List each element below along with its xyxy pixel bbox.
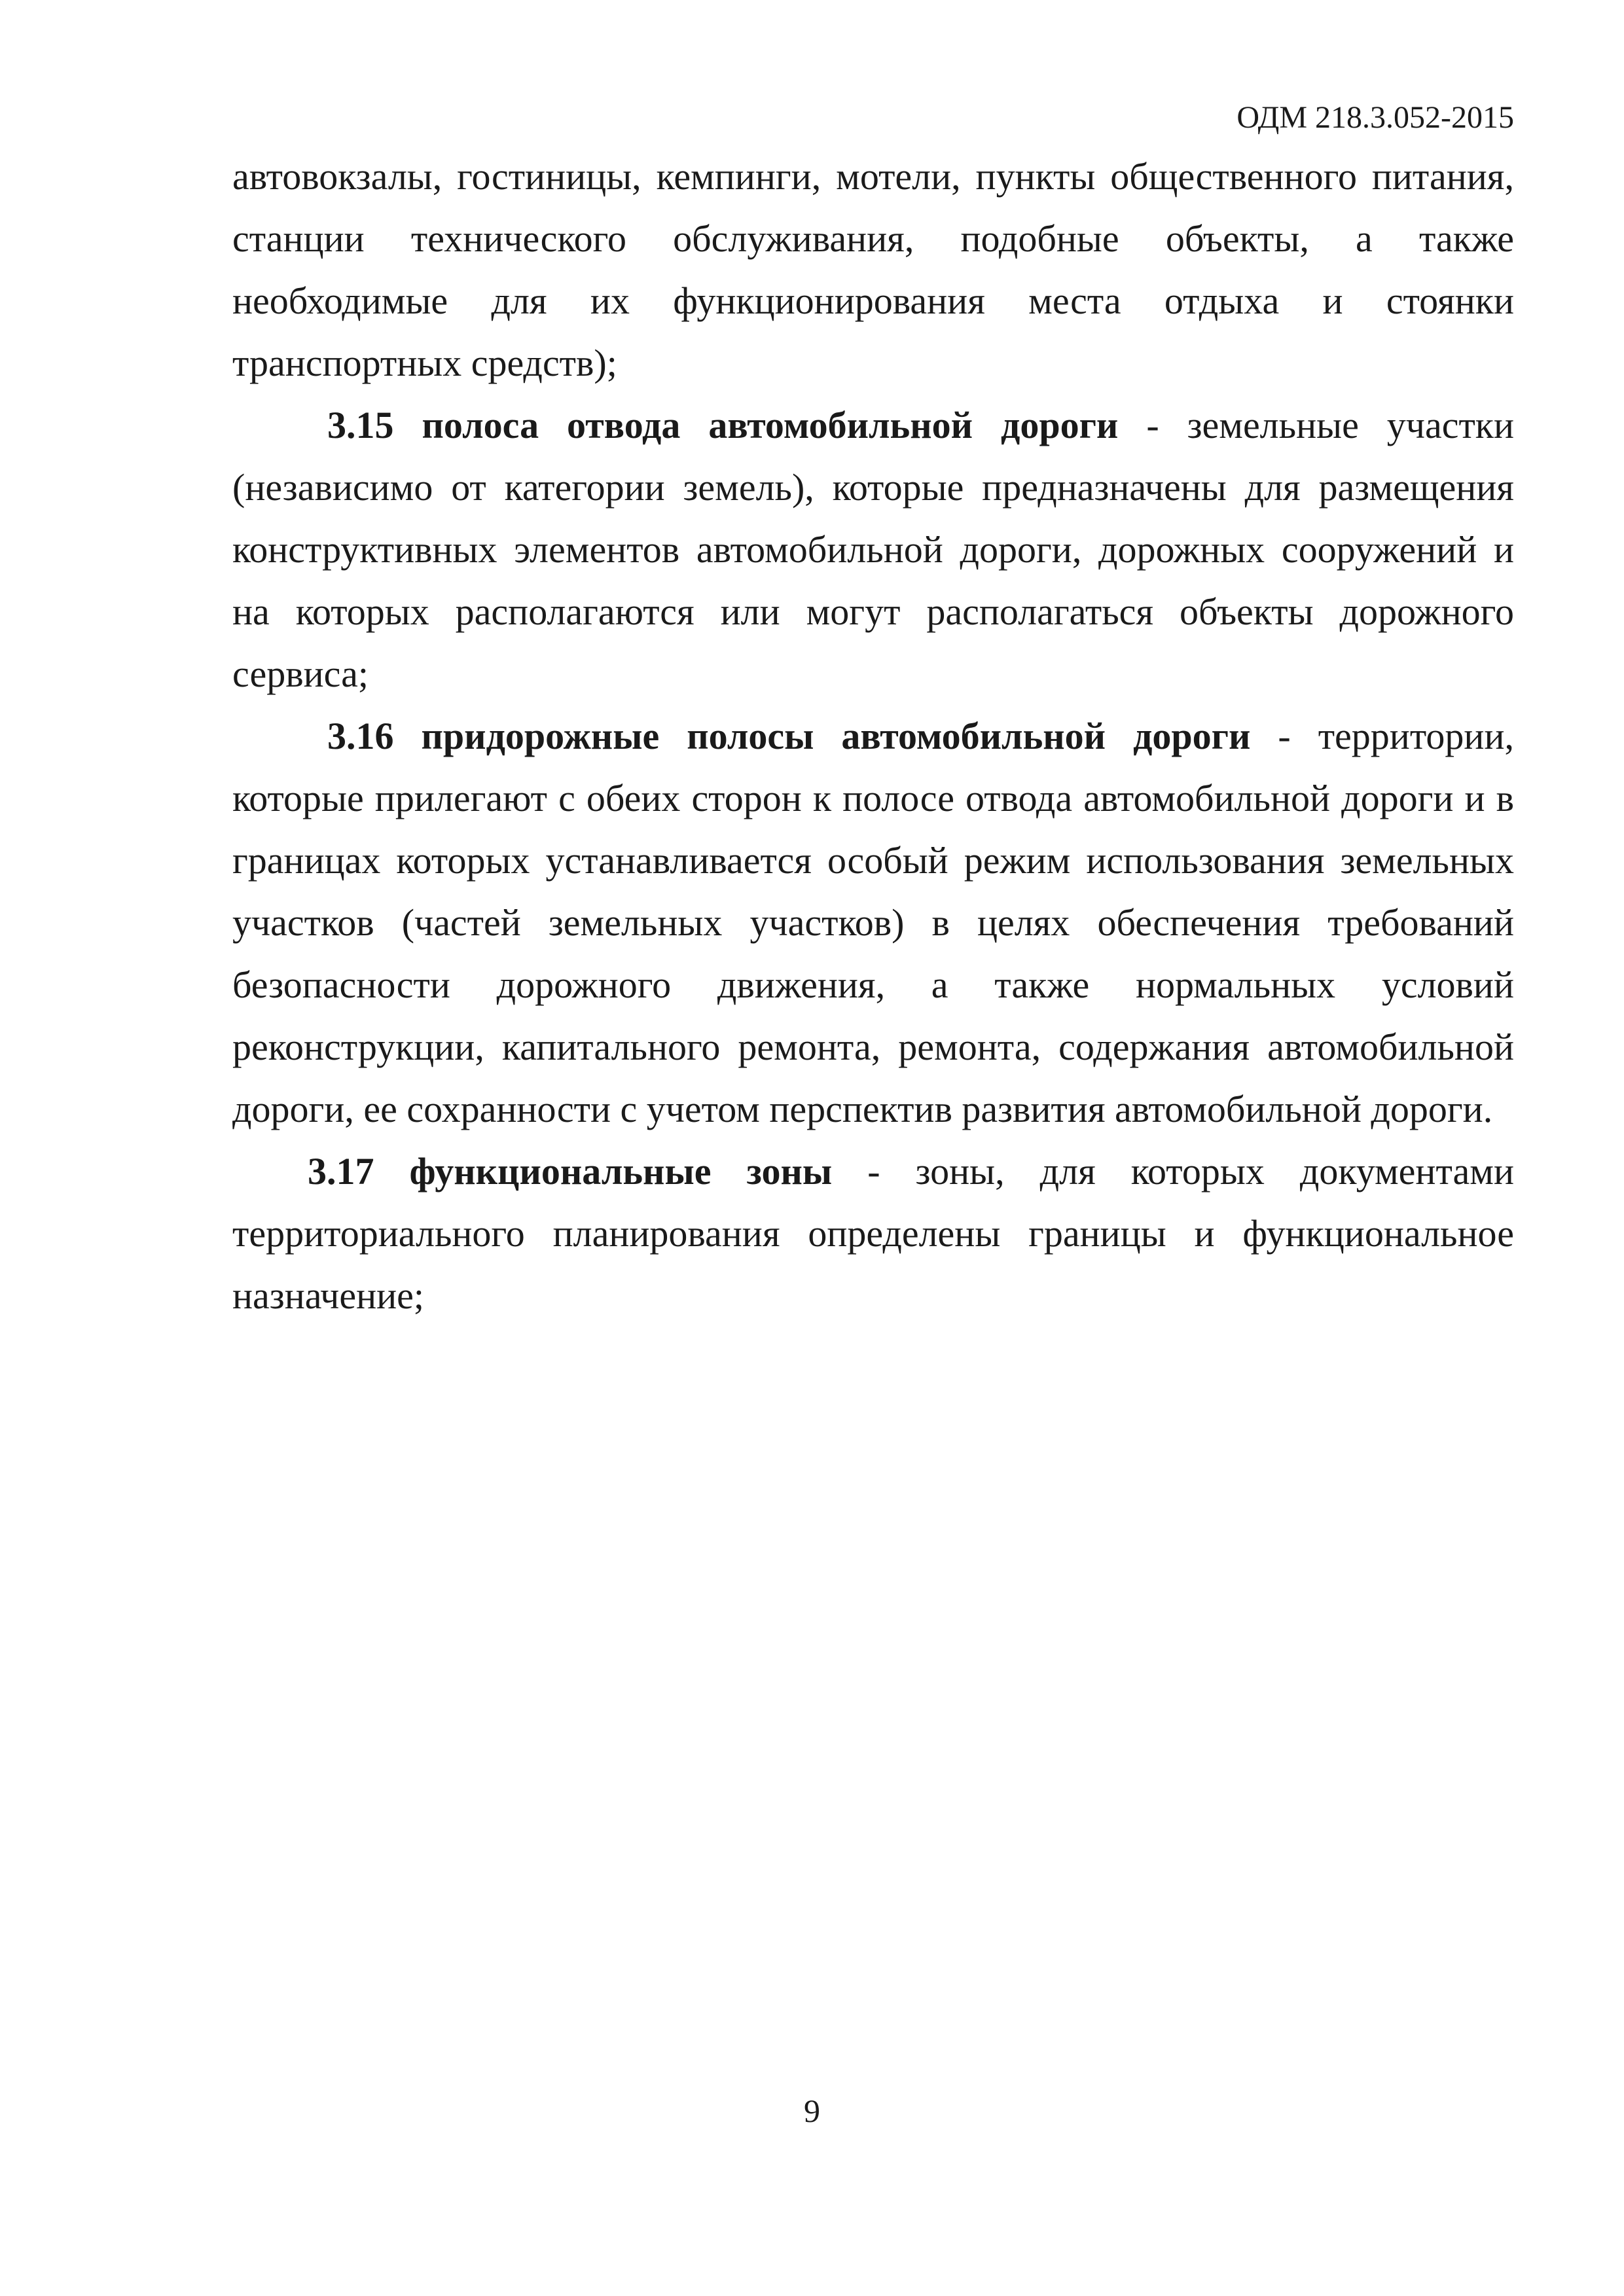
definition-term: 3.15 полоса отвода автомобильной дороги: [327, 404, 1119, 446]
definition-text: - зоны, для которых документами территориального планирования определены границы и функциональное назначение;: [232, 1150, 1514, 1317]
definition-3-17: [232, 1140, 1514, 1327]
document-code-header: ОДМ 218.3.052-2015: [1236, 100, 1514, 135]
definition-term: 3.17 функциональные зоны: [308, 1150, 833, 1193]
document-body: [232, 145, 1514, 1327]
paragraph-continuation: [232, 145, 1514, 394]
page-number: 9: [804, 2092, 820, 2129]
paragraph-text: автовокзалы, гостиницы, кемпинги, мотели, пункты общественного питания, станции технического обслуживания, подобные объекты, а также необходимые для их функционирования места отдыха и стоянки транспортных средств);: [232, 155, 1514, 384]
definition-3-16: [232, 705, 1514, 1140]
definition-text: - территории, которые прилегают с обеих сторон к полосе отвода автомобильной дороги и в границах которых устанавливается особый режим использования земельных участков (частей земельных участков) в целях обеспечения требований безопасности дорожного движения, а также нормальных условий реконструкции, капитального ремонта, ремонта, содержания автомобильной дороги, ее сохранности с учетом перспектив развития автомобильной дороги.: [232, 715, 1514, 1130]
definition-text: - земельные участки (независимо от категории земель), которые предназначены для размещения конструктивных элементов автомобильной дороги, дорожных сооружений и на которых располагаются или могут располагаться объекты дорожного сервиса;: [232, 404, 1515, 695]
definition-3-15: [232, 394, 1514, 705]
definition-term: 3.16 придорожные полосы автомобильной дороги: [327, 715, 1251, 757]
